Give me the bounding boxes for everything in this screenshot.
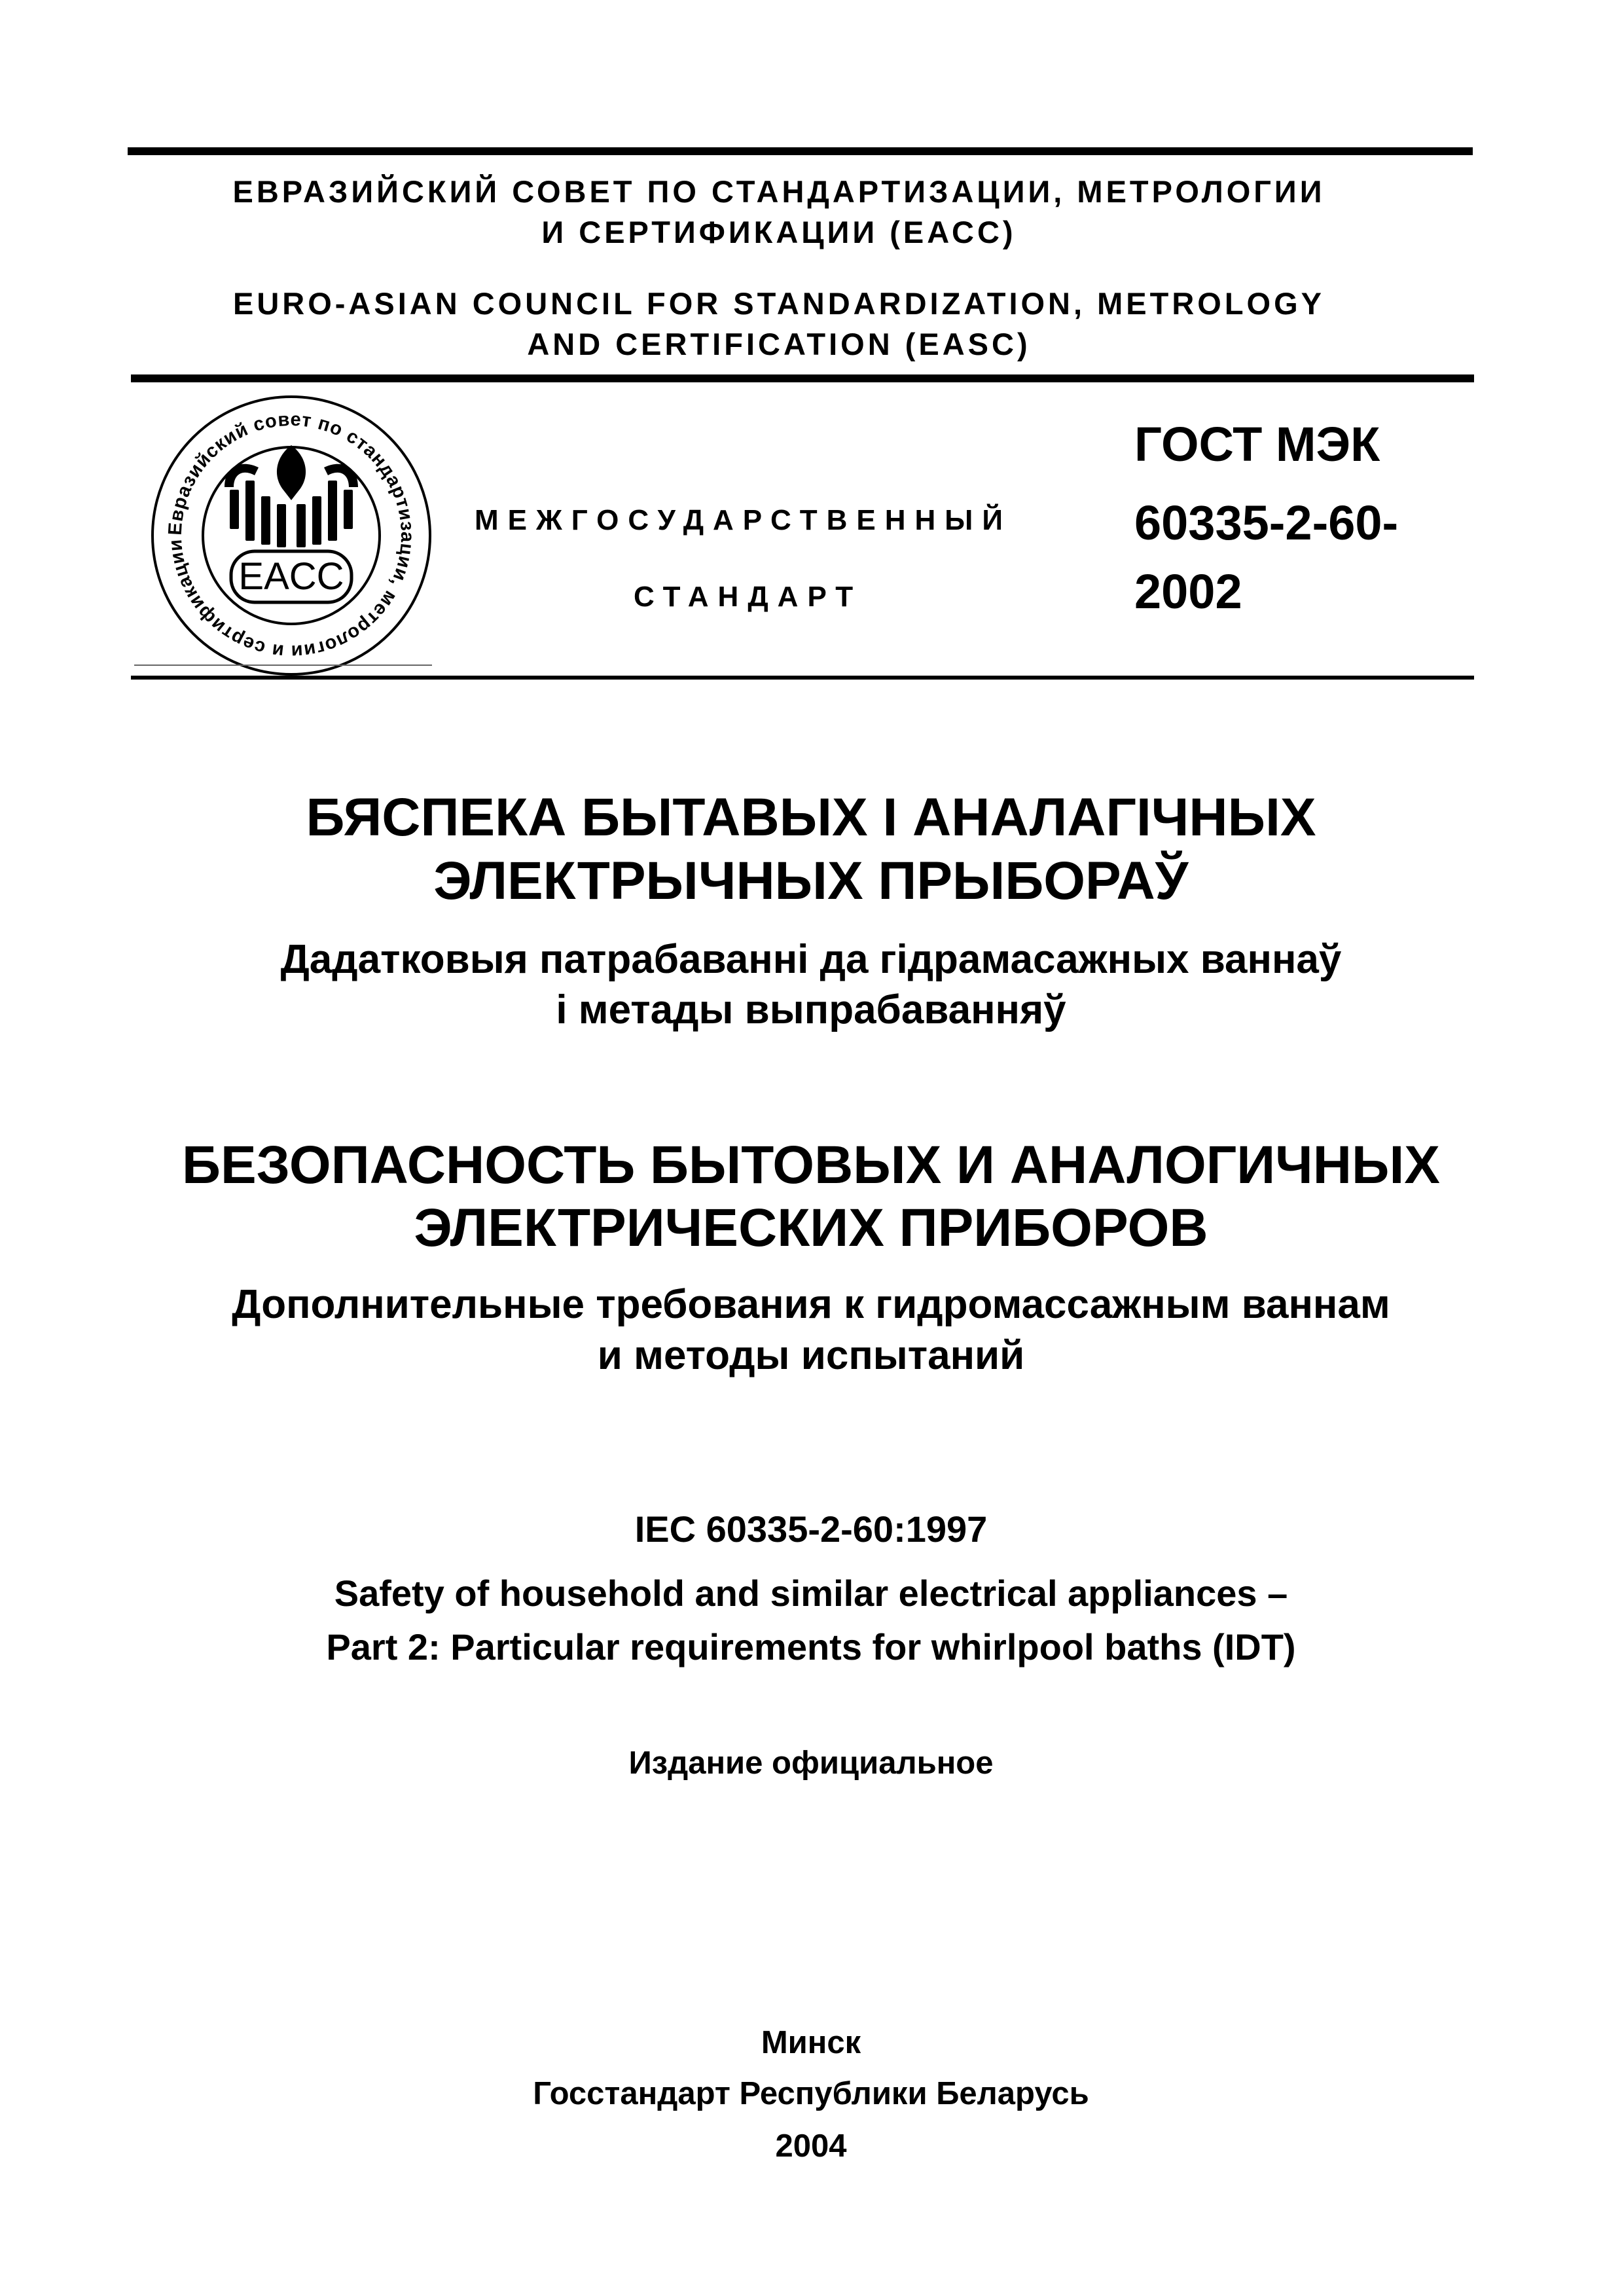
easc-logo — [147, 392, 435, 680]
edition-label: Издание официальное — [628, 1745, 994, 1781]
designation-line3: 2002 — [1134, 564, 1242, 619]
council-en-line2: AND CERTIFICATION (EASC) — [527, 327, 1031, 361]
title-be-sub-line2: і метады выпрабаванняў — [556, 987, 1066, 1032]
designation-line1: ГОСТ МЭК — [1134, 417, 1380, 471]
council-ru-line2: И СЕРТИФИКАЦИИ (ЕАСС) — [541, 215, 1017, 249]
header-divider-rule — [131, 374, 1474, 382]
iec-number: IEC 60335-2-60:1997 — [634, 1508, 988, 1550]
imprint-publisher: Госстандарт Республики Беларусь — [533, 2076, 1089, 2111]
council-ru-line1: ЕВРАЗИЙСКИЙ СОВЕТ ПО СТАНДАРТИЗАЦИИ, МЕТРОЛОГИИ — [232, 174, 1325, 209]
title-ru-main-line1: БЕЗОПАСНОСТЬ БЫТОВЫХ И АНАЛОГИЧНЫХ — [182, 1135, 1440, 1195]
svg-text:EACC: EACC — [238, 555, 344, 598]
easc-emblem-icon — [147, 392, 435, 680]
imprint-city: Минск — [761, 2025, 861, 2060]
title-ru-sub-line2: и методы испытаний — [597, 1333, 1025, 1378]
top-rule — [128, 147, 1473, 155]
logo-underline-rule — [134, 665, 432, 666]
designation-line2: 60335-2-60- — [1134, 496, 1399, 550]
iec-title-line2: Part 2: Particular requirements for whirlpool baths (IDT) — [326, 1626, 1296, 1667]
iec-title-line1: Safety of household and similar electrical appliances – — [334, 1573, 1288, 1614]
title-ru-main-line2: ЭЛЕКТРИЧЕСКИХ ПРИБОРОВ — [414, 1198, 1208, 1258]
title-be-main-line2: ЭЛЕКТРЫЧНЫХ ПРЫБОРАЎ — [433, 851, 1189, 911]
title-be-main-line1: БЯСПЕКА БЫТАВЫХ І АНАЛАГІЧНЫХ — [306, 788, 1316, 847]
title-ru-sub-line1: Дополнительные требования к гидромассажным ваннам — [232, 1282, 1390, 1327]
standard-type-line1: МЕЖГОСУДАРСТВЕННЫЙ — [475, 504, 1012, 536]
svg-text:Евразийский совет по стандарти: Евразийский совет по стандартизации, метрологии и сертификации — [164, 409, 418, 663]
designation-bottom-rule — [131, 676, 1474, 680]
title-be-sub-line1: Дадатковыя патрабаванні да гідрамасажных ваннаў — [280, 937, 1342, 982]
standard-type-line2: СТАНДАРТ — [634, 581, 863, 613]
council-en-line1: EURO-ASIAN COUNCIL FOR STANDARDIZATION, METROLOGY — [232, 286, 1325, 321]
imprint-year: 2004 — [775, 2128, 847, 2164]
